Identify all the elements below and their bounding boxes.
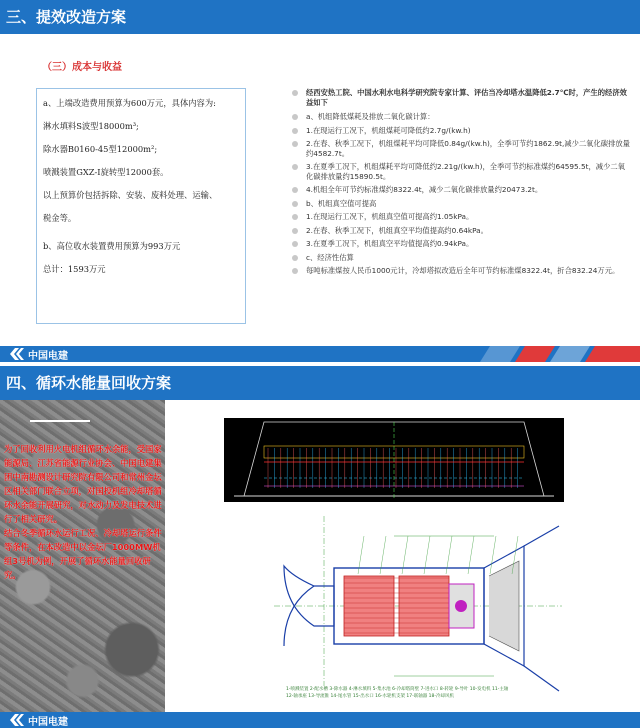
benefit-item [290,253,630,263]
bullet-dot-icon [292,90,298,96]
diagram-legend [286,686,556,700]
bullet-dot-icon [292,164,298,170]
photo-divider-line [30,420,90,422]
photo-overlay-text [4,442,162,582]
powerchina-logo-icon [10,714,24,726]
aerial-photo [0,400,165,712]
benefit-text: 2.在春、秋季工况下，机组煤耗平均可降低0.84g/(kw.h)，全季可节约1862.9t,减少二氧化碳排放量约4582.7t。 [306,139,630,158]
benefit-text: b、机组真空值可提高 [306,198,377,208]
benefit-text: 3.在夏季工况下，机组真空平均值提高约0.94kPa。 [306,239,474,248]
cost-line: 总计：1593万元 [43,264,106,274]
bullet-dot-icon [292,187,298,193]
cost-line: a、上端改造费用预算为600万元，具体内容为: [43,98,216,108]
slide-cost-benefit [0,0,640,362]
slide-title: 三、提效改造方案 [0,0,640,34]
benefit-text: 2.在春、秋季工况下，机组真空平均值提高约0.64kPa。 [306,225,488,235]
legend-line: 12-轴承座 13-导流锥 14-尾水管 15-出水口 16-水轮机支架 17-联轴器 18-冷却风机 [286,694,455,699]
footer-logo [10,713,68,727]
legend-line: 1-喷溅装置 2-配水槽 3-除水器 4-淋水填料 5-集水池 6-冷却塔筒壁 7-进水口 8-转轮 9-导叶 10-发电机 11-主轴 [286,687,509,692]
benefit-text: a、机组降低煤耗及排放二氧化碳计算： [306,112,435,121]
benefit-text: 4.机组全年可节约标准煤约8322.4t，减少二氧化碳排放量约20473.2t。 [306,185,543,194]
cost-line: 除水器B0160-45型12000m²; [43,144,158,154]
benefit-item [290,112,630,122]
photo-paragraph: 为了回收利用火电机组循环水余能，受国家能源局、江苏省能源行业协会、中国电建集团中南勘测设计研究院有限公司和常州金坛区相关部门联合立项，对国投机组冷却塔循环水余能开展研究，对水动力及发电技术进行了相关研究。 [4,444,162,524]
benefit-text: 每吨标准煤按人民币1000元计，冷却塔拟改造后全年可节约标准煤8322.4t，折合832.24万元。 [306,266,620,275]
bullet-dot-icon [292,214,298,220]
bullet-dot-icon [292,241,298,247]
section-subheading: （三）成本与收益 [42,62,122,73]
benefit-item [290,162,630,181]
benefit-text: c、经济性估算 [306,252,354,262]
bullet-dot-icon [292,128,298,134]
cooling-tower-cad-drawing [224,418,564,502]
bullet-dot-icon [292,114,298,120]
benefit-item [290,212,630,222]
benefit-text: 经西安热工院、中国水利水电科学研究院专家计算、评估当冷却塔水温降低2.7℃时，产生的经济效益如下 [306,88,627,107]
cost-line: 喷溅装置GXZ-Ⅰ旋转型12000套。 [43,167,169,177]
benefit-text: 1.在现运行工况下，机组真空值可提高约1.05kPa。 [306,212,474,221]
footer-bar [0,712,640,728]
cooling-tower-elevation-diagram [224,418,564,502]
benefit-item [290,199,630,209]
footer-bar [0,346,640,362]
benefit-item [290,266,630,276]
photo-paragraph: 结合冬季循环水运行工况、冷却塔运行条件等条件，在本改造中以金坛厂1000MW机组3号机为例，开展了循环水能量回收研究。 [4,528,162,580]
benefit-list [290,88,630,280]
bullet-dot-icon [292,141,298,147]
bullet-dot-icon [292,268,298,274]
benefit-item [290,185,630,195]
slide-energy-recovery [0,366,640,728]
bullet-dot-icon [292,255,298,261]
benefit-item [290,88,630,107]
footer-stripes-decoration [460,346,640,362]
callout-leader-line [490,536,496,574]
benefit-item [290,239,630,249]
benefit-item [290,139,630,158]
benefit-item [290,126,630,136]
cost-line: 税金等。 [43,213,77,223]
benefit-text: 3.在夏季工况下，机组煤耗平均可降低约2.21g/(kw.h)，全季可节约标准煤约64595.5t，减少二氧化碳排放量约15890.5t。 [306,162,625,181]
footer-logo-text: 中国电建 [28,350,68,362]
cost-line: 淋水填料S波型18000m³; [43,121,139,131]
cost-line: b、高位收水装置费用预算为993万元 [43,241,181,251]
cost-line: 以上预算价包括拆除、安装、废料处理、运输、 [43,190,218,200]
footer-logo-text: 中国电建 [28,716,68,728]
slide-title: 四、循环水能量回收方案 [0,366,640,400]
benefit-text: 1.在现运行工况下，机组煤耗可降低约2.7g/(kw.h) [306,125,471,135]
footer-logo [10,347,68,361]
bullet-dot-icon [292,201,298,207]
bullet-dot-icon [292,228,298,234]
hydro-turbine-section-drawing [274,506,562,714]
turbine-section-diagram [274,506,562,714]
powerchina-logo-icon [10,348,24,360]
benefit-item [290,226,630,236]
cost-budget-box [36,88,246,324]
